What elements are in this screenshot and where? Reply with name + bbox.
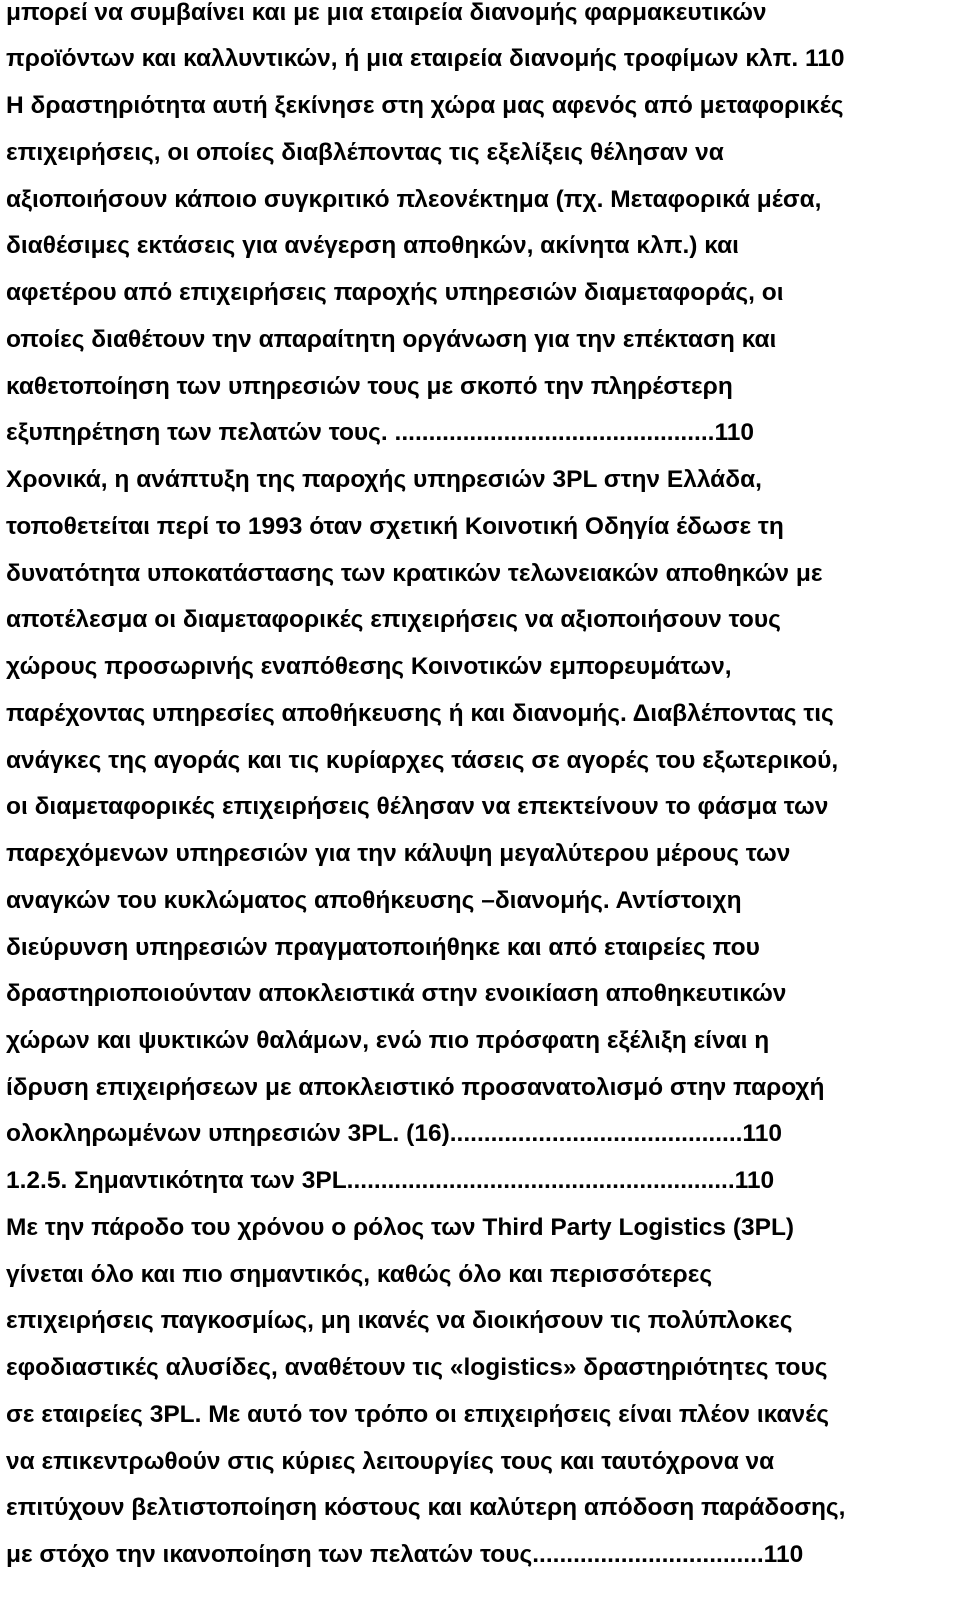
text-line: Με την πάροδο του χρόνου ο ρόλος των Third Party Logistics (3PL): [6, 1214, 795, 1241]
text-line: ολοκληρωμένων υπηρεσιών 3PL. (16)...........................................110: [6, 1120, 782, 1147]
text-line: επιχειρήσεις, οι οποίες διαβλέποντας τις εξελίξεις θέλησαν να: [6, 139, 724, 166]
text-line: οποίες διαθέτουν την απαραίτητη οργάνωση για την επέκταση και: [6, 326, 777, 353]
text-line: Χρονικά, η ανάπτυξη της παροχής υπηρεσιών 3PL στην Ελλάδα,: [6, 466, 762, 493]
text-line: μπορεί να συμβαίνει και με μια εταιρεία διανομής φαρμακευτικών: [6, 0, 767, 26]
text-line: χώρους προσωρινής εναπόθεσης Κοινοτικών εμπορευμάτων,: [6, 653, 732, 680]
text-line: σε εταιρείες 3PL. Με αυτό τον τρόπο οι επιχειρήσεις είναι πλέον ικανές: [6, 1401, 829, 1428]
text-line: επιχειρήσεις παγκοσμίως, μη ικανές να διοικήσουν τις πολύπλοκες: [6, 1307, 793, 1334]
text-line: παρεχόμενων υπηρεσιών για την κάλυψη μεγαλύτερου μέρους των: [6, 840, 791, 867]
text-line: δραστηριοποιούνταν αποκλειστικά στην ενοικίαση αποθηκευτικών: [6, 980, 787, 1007]
text-line: διαθέσιμες εκτάσεις για ανέγερση αποθηκών, ακίνητα κλπ.) και: [6, 232, 739, 259]
text-line: γίνεται όλο και πιο σημαντικός, καθώς όλο και περισσότερες: [6, 1261, 713, 1288]
text-line: οι διαμεταφορικές επιχειρήσεις θέλησαν να επεκτείνουν το φάσμα των: [6, 793, 829, 820]
text-line: να επικεντρωθούν στις κύριες λειτουργίες τους και ταυτόχρονα να: [6, 1448, 775, 1475]
text-line: 1.2.5. Σημαντικότητα των 3PL.........................................................110: [6, 1167, 775, 1194]
text-line: τοποθετείται περί το 1993 όταν σχετική Κοινοτική Οδηγία έδωσε τη: [6, 513, 784, 540]
text-line: αφετέρου από επιχειρήσεις παροχής υπηρεσιών διαμεταφοράς, οι: [6, 279, 784, 306]
text-line: εξυπηρέτηση των πελατών τους. ...............................................110: [6, 419, 754, 446]
text-line: προϊόντων και καλλυντικών, ή μια εταιρεία διανομής τροφίμων κλπ. 110: [6, 45, 845, 72]
text-line: ανάγκες της αγοράς και τις κυρίαρχες τάσεις σε αγορές του εξωτερικού,: [6, 747, 839, 774]
text-line: καθετοποίηση των υπηρεσιών τους με σκοπό την πληρέστερη: [6, 373, 733, 400]
text-line: Η δραστηριότητα αυτή ξεκίνησε στη χώρα μας αφενός από μεταφορικές: [6, 92, 844, 119]
text-line: χώρων και ψυκτικών θαλάμων, ενώ πιο πρόσφατη εξέλιξη είναι η: [6, 1027, 770, 1054]
text-line: αξιοποιήσουν κάποιο συγκριτικό πλεονέκτημα (πχ. Μεταφορικά μέσα,: [6, 186, 822, 213]
text-line: εφοδιαστικές αλυσίδες, αναθέτουν τις «logistics» δραστηριότητες τους: [6, 1354, 828, 1381]
text-line: αναγκών του κυκλώματος αποθήκευσης –διανομής. Αντίστοιχη: [6, 887, 742, 914]
text-line: διεύρυνση υπηρεσιών πραγματοποιήθηκε και από εταιρείες που: [6, 934, 760, 961]
text-line: ίδρυση επιχειρήσεων με αποκλειστικό προσανατολισμό στην παροχή: [6, 1074, 825, 1101]
text-line: παρέχοντας υπηρεσίες αποθήκευσης ή και διανομής. Διαβλέποντας τις: [6, 700, 834, 727]
text-line: αποτέλεσμα οι διαμεταφορικές επιχειρήσεις να αξιοποιήσουν τους: [6, 606, 781, 633]
text-line: επιτύχουν βελτιστοποίηση κόστους και καλύτερη απόδοση παράδοσης,: [6, 1494, 846, 1521]
text-line: δυνατότητα υποκατάστασης των κρατικών τελωνειακών αποθηκών με: [6, 560, 823, 587]
text-line: με στόχο την ικανοποίηση των πελατών τους..................................110: [6, 1541, 804, 1568]
